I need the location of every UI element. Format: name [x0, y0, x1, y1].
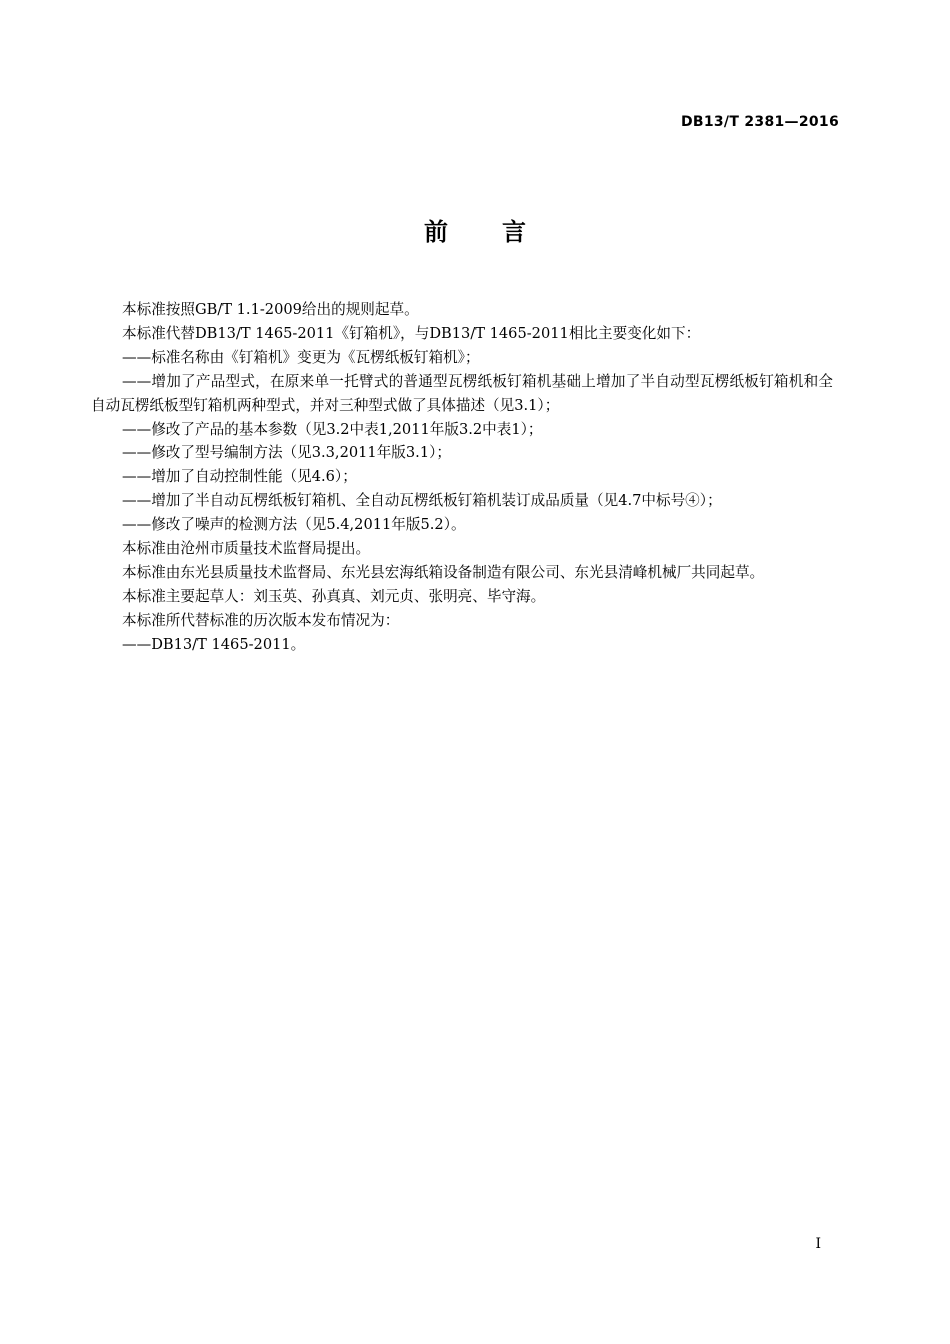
- page-number: I: [815, 1236, 821, 1252]
- change-item-binding-quality: ——增加了半自动瓦楞纸板钉箱机、全自动瓦楞纸板钉箱机装订成品质量（见4.7中标号④）；: [122, 492, 722, 510]
- page-title: 前言: [424, 218, 580, 246]
- change-item-product-types: ——增加了产品型式，在原来单一托臂式的普通型瓦楞纸板钉箱机基础上增加了半自动型瓦楞纸板钉箱机和全自动瓦楞纸板型钉箱机两种型式，并对三种型式做了具体描述（见3.1）；: [91, 372, 833, 414]
- paragraph-drafted-by: 本标准由东光县质量技术监督局、东光县宏海纸箱设备制造有限公司、东光县清峰机械厂共同起草。: [122, 563, 765, 581]
- paragraph-proposed-by: 本标准由沧州市质量技术监督局提出。: [122, 540, 371, 558]
- change-item-basic-parameters: ——修改了产品的基本参数（见3.2中表1,2011年版3.2中表1）；: [122, 420, 543, 438]
- paragraph-main-drafters: 本标准主要起草人：刘玉英、孙真真、刘元贞、张明亮、毕守海。: [122, 587, 546, 605]
- paragraph-replaces: 本标准代替DB13/T 1465-2011《钉箱机》，与DB13/T 1465-2011相比主要变化如下：: [122, 324, 701, 342]
- document-body: [91, 298, 833, 657]
- change-item-noise-test: ——修改了噪声的检测方法（见5.4,2011年版5.2）。: [122, 516, 466, 534]
- change-item-model-numbering: ——修改了型号编制方法（见3.3,2011年版3.1）；: [122, 444, 451, 462]
- standard-code: DB13/T 2381—2016: [680, 114, 839, 130]
- paragraph-version-history: 本标准所代替标准的历次版本发布情况为：: [122, 611, 400, 629]
- paragraph-drafting-rules: 本标准按照GB/T 1.1-2009给出的规则起草。: [122, 301, 419, 318]
- change-item-name: ——标准名称由《钉箱机》变更为《瓦楞纸板钉箱机》；: [122, 348, 480, 366]
- change-item-auto-control: ——增加了自动控制性能（见4.6）；: [122, 468, 357, 486]
- version-history-item: ——DB13/T 1465-2011。: [122, 635, 306, 653]
